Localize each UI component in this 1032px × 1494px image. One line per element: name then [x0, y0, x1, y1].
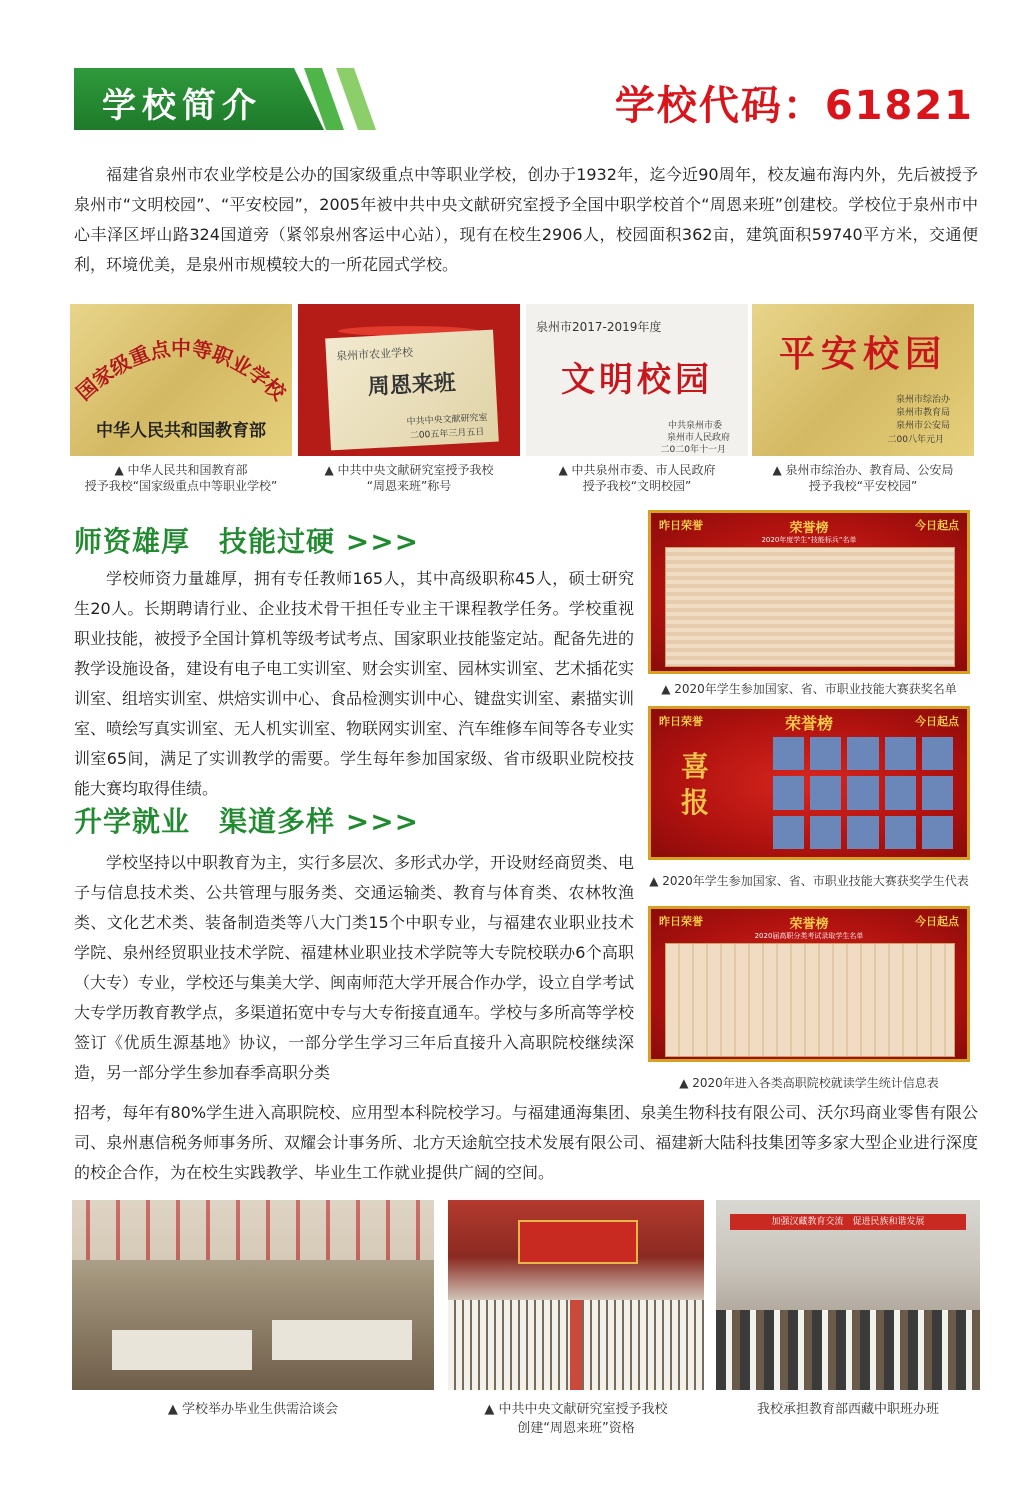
certificate-image: 平安校园 泉州市综治办 泉州市教育局 泉州市公安局 二00八年元月 — [752, 304, 974, 456]
honor-board-image: 昨日荣誉 荣誉榜 今日起点 喜报 — [648, 706, 970, 860]
section-banner — [74, 68, 364, 130]
board-caption: ▲ 2020年学生参加国家、省、市职业技能大赛获奖学生代表 — [649, 874, 969, 888]
certificate-image — [70, 304, 292, 456]
student-photo — [885, 816, 916, 849]
student-photo — [810, 737, 841, 770]
group — [716, 1310, 980, 1390]
certificate-issuer: 中华人民共和国教育部 — [96, 421, 266, 441]
photo-caption: 我校承担教育部西藏中职班办班 — [756, 1402, 939, 1417]
intro-paragraph: 福建省泉州市农业学校是公办的国家级重点中等职业学校，创办于1932年，迄今近90周年，校友遍布海内外，先后被授予泉州市“文明校园”、“平安校园”，2005年被中共中央文献研究室授予全国中职学校首个“周恩来班”创建校。学校位于泉州市中心丰泽区坪山路324国道旁（紧邻泉州客运中心站），现有在校生2906人，校园面积362亩，建筑面积59740平方米，交通便利，环境优美，是泉州市规模较大的一所花园式学校。 — [74, 165, 978, 274]
section-heading: 升学就业 渠道多样 >>> — [74, 805, 420, 838]
section-heading: 师资雄厚 技能过硬 >>> — [74, 525, 420, 558]
student-photo — [922, 816, 953, 849]
student-photo — [810, 776, 841, 809]
page-title: 学校简介 — [102, 86, 262, 126]
banner-stripe — [336, 68, 376, 130]
student-photo — [847, 776, 878, 809]
honor-board-image: 昨日荣誉 荣誉榜 今日起点 2020届高职分类考试录取学生名单 — [648, 906, 970, 1062]
photo-caption: ▲ 学校举办毕业生供需洽谈会 — [167, 1402, 339, 1417]
photo-job-fair — [72, 1200, 434, 1390]
photo-tibet-class — [716, 1200, 980, 1390]
svg-text:国家级重点中等职业学校: 国家级重点中等职业学校 — [71, 336, 291, 405]
red-banner: 加强汉藏教育交流 促进民族和谐发展 — [730, 1214, 966, 1230]
student-photo — [773, 776, 804, 809]
section-paragraph: 招考，每年有80%学生进入高职院校、应用型本科院校学习。与福建通海集团、泉美生物科技有限公司、沃尔玛商业零售有限公司、泉州惠信税务师事务所、双耀会计事务所、北方天途航空技术发展有限公司、福建新大陆科技集团等多家大型企业进行深度的校企合作，为在校生实践教学、毕业生工作就业提供广阔的空间。 — [74, 1103, 978, 1182]
plaque: 泉州市农业学校 周恩来班 中共中央文献研究室 二00五年三月五日 — [325, 330, 499, 451]
student-photo — [885, 737, 916, 770]
red-carpet — [570, 1300, 582, 1390]
student-photo — [847, 737, 878, 770]
stage-banner — [518, 1220, 638, 1264]
certificate-image: 泉州市2017-2019年度 文明校园 中共泉州市委 泉州市人民政府 二0二0年十一月 — [526, 304, 748, 456]
board-caption: ▲ 2020年进入各类高职院校就读学生统计信息表 — [679, 1076, 939, 1090]
student-photo — [810, 816, 841, 849]
board-caption: ▲ 2020年学生参加国家、省、市职业技能大赛获奖名单 — [661, 682, 957, 696]
photo-ceremony — [448, 1200, 704, 1390]
student-photo — [847, 816, 878, 849]
certificate-caption: ▲ 中共中央文献研究室授予我校 “周恩来班”称号 — [324, 463, 494, 493]
honor-board-image: 昨日荣誉 荣誉榜 今日起点 2020年度学生“技能标兵”名单 — [648, 510, 970, 674]
student-photo-grid — [773, 737, 953, 849]
student-photo — [885, 776, 916, 809]
student-photo — [922, 776, 953, 809]
certificate-caption: ▲ 泉州市综治办、教育局、公安局 授予我校“平安校园” — [772, 463, 954, 493]
name-table — [665, 943, 955, 1057]
student-photo — [773, 816, 804, 849]
photo-caption: ▲ 中共中央文献研究室授予我校 创建“周恩来班”资格 — [484, 1402, 668, 1436]
school-code: 学校代码：61821 — [614, 83, 974, 129]
certificate-caption: ▲ 中共泉州市委、市人民政府 授予我校“文明校园” — [558, 463, 716, 493]
section-paragraph: 学校坚持以中职教育为主，实行多层次、多形式办学，开设财经商贸类、电子与信息技术类、公共管理与服务类、交通运输类、教育与体育类、农林牧渔类、文化艺术类、装备制造类等八大门类15个中职专业，与福建农业职业技术学院、泉州经贸职业技术学院、福建林业职业技术学院等大专院校联办6个高职（大专）专业，学校还与集美大学、闽南师范大学开展合作办学，设立自学考试大专学历教育教学点，多渠道拓宽中专与大专衔接直通车。学校与多所高等学校签订《优质生源基地》协议，一部分学生学习三年后直接升入高职院校继续深造，另一部分学生参加春季高职分类 — [74, 853, 635, 1082]
table — [112, 1330, 252, 1370]
student-photo — [773, 737, 804, 770]
name-table — [665, 547, 955, 667]
student-photo — [922, 737, 953, 770]
certificate-image — [298, 304, 520, 456]
certificate-caption: ▲ 中华人民共和国教育部 授予我校“国家级重点中等职业学校” — [84, 463, 278, 493]
table — [272, 1320, 412, 1360]
ceiling-banners — [72, 1200, 434, 1260]
section-paragraph: 学校师资力量雄厚，拥有专任教师165人，其中高级职称45人，硕士研究生20人。长期聘请行业、企业技术骨干担任专业主干课程教学任务。学校重视职业技能，被授予全国计算机等级考试考点、国家职业技能鉴定站。配备先进的教学设施设备，建设有电子电工实训室、财会实训室、园林实训室、艺术插花实训室、组培实训室、烘焙实训中心、食品检测实训中心、键盘实训室、素描实训室、喷绘写真实训室、无人机实训室、物联网实训室、汽车维修车间等各专业实训室65间，满足了实训教学的需要。学生每年参加国家级、省市级职业院校技能大赛均取得佳绩。 — [74, 569, 635, 798]
